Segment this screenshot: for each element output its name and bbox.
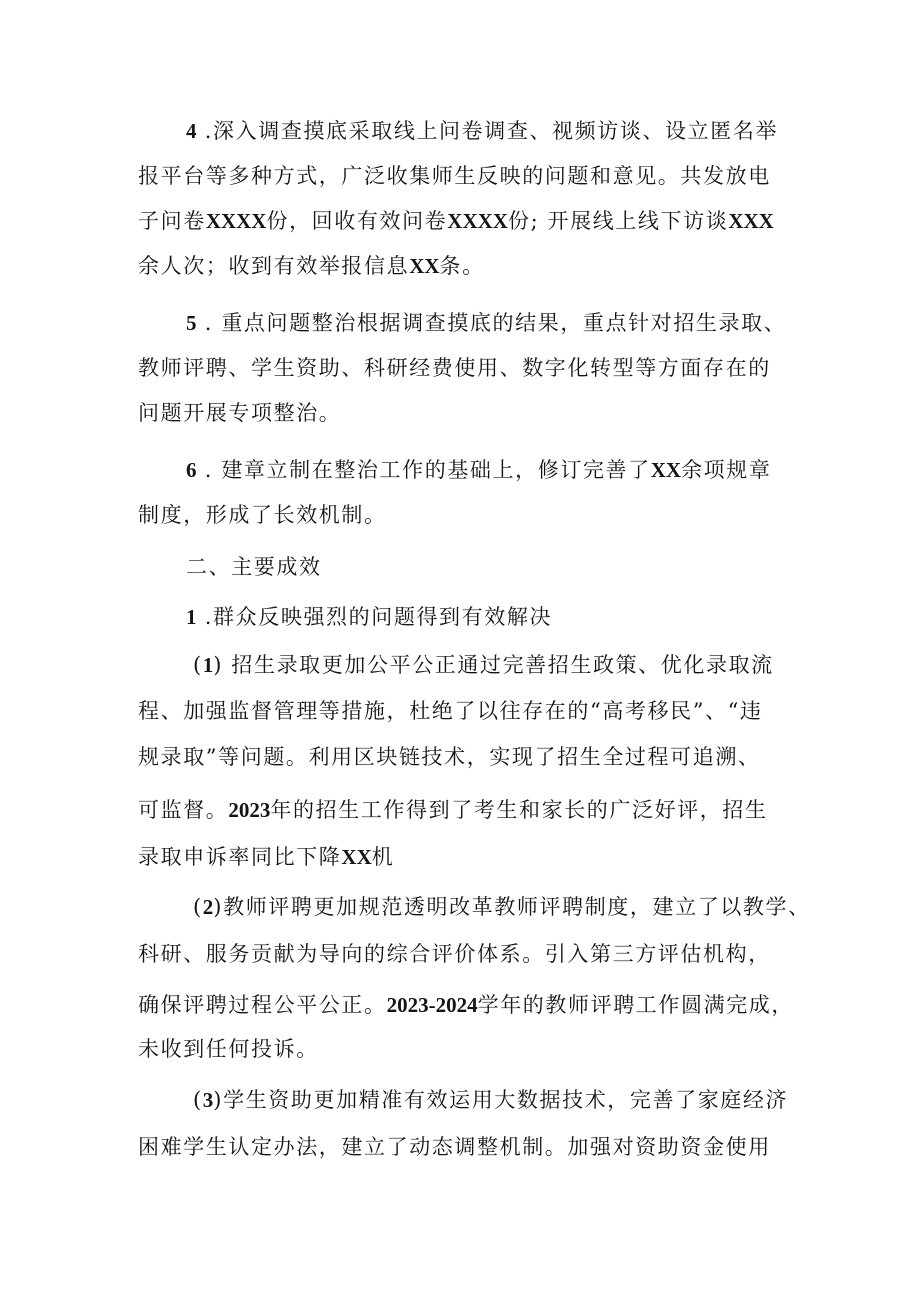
subheading-1: 1 .群众反映强烈的问题得到有效解决 <box>186 605 553 629</box>
paragraph-4-line-1: 4 .深入调查摸底采取线上问卷调查、视频访谈、设立匿名举 <box>186 119 779 143</box>
item-2-line-3: 确保评聘过程公平公正。2023-2024学年的教师评聘工作圆满完成， <box>138 993 795 1017</box>
item-1-line-1: (1) 招生录取更加公平公正通过完善招生政策、优化录取流 <box>193 653 774 677</box>
paragraph-6-line-2: 制度，形成了长效机制。 <box>138 503 387 527</box>
item-1-line-5: 录取申诉率同比下降XX机 <box>138 845 395 869</box>
item-2-line-4: 未收到任何投诉。 <box>138 1037 319 1061</box>
item-3-line-1: (3)学生资助更加精准有效运用大数据技术，完善了家庭经济 <box>193 1088 789 1112</box>
paragraph-5-line-1: 5 . 重点问题整治根据调查摸底的结果，重点针对招生录取、 <box>186 311 787 335</box>
item-1-line-4: 可监督。2023年的招生工作得到了考生和家长的广泛好评，招生 <box>138 798 768 822</box>
item-3-line-2: 困难学生认定办法，建立了动态调整机制。加强对资助资金使用 <box>138 1135 771 1159</box>
item-1-line-3: 规录取”等问题。利用区块链技术，实现了招生全过程可追溯、 <box>138 745 761 769</box>
section-heading: 二、主要成效 <box>186 555 322 579</box>
paragraph-5-line-2: 教师评聘、学生资助、科研经费使用、数字化转型等方面存在的 <box>138 356 771 380</box>
item-2-line-2: 科研、服务贡献为导向的综合评价体系。引入第三方评估机构， <box>138 942 771 966</box>
paragraph-6-line-1: 6 . 建章立制在整治工作的基础上，修订完善了XX余项规章 <box>186 458 772 482</box>
paragraph-4-line-2: 报平台等多种方式，广泛收集师生反映的问题和意见。共发放电 <box>138 164 771 188</box>
paragraph-5-line-3: 问题开展专项整治。 <box>138 401 342 425</box>
paragraph-4-line-3: 子问卷XXXX份，回收有效问卷XXXX份; 开展线上线下访谈XXX <box>138 209 774 233</box>
item-1-line-2: 程、加强监督管理等措施，杜绝了以往存在的“高考移民”、“违 <box>138 699 763 723</box>
item-2-line-1: (2)教师评聘更加规范透明改革教师评聘制度，建立了以教学、 <box>193 895 811 919</box>
paragraph-4-line-4: 余人次；收到有效举报信息XX条。 <box>138 254 485 278</box>
